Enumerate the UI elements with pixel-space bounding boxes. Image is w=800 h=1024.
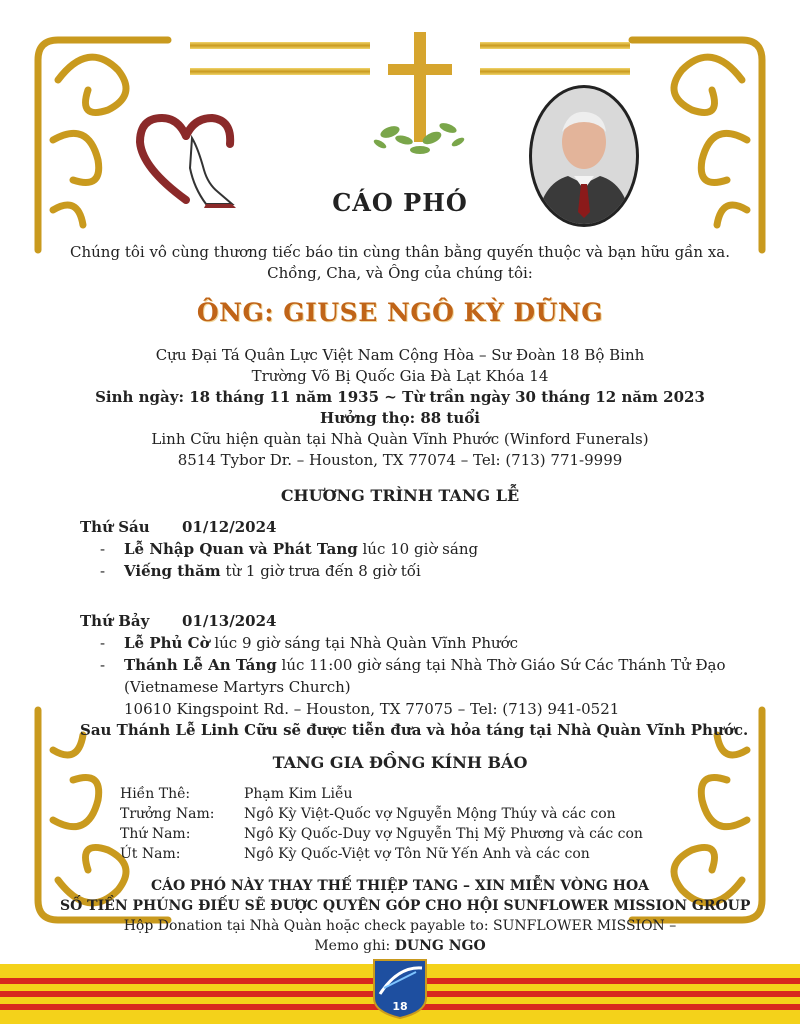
- notice-line-3: Hộp Donation tại Nhà Quàn hoặc check payable to: SUNFLOWER MISSION –: [123, 918, 677, 934]
- family-name: Ngô Kỳ Việt-Quốc vợ Nguyễn Mộng Thúy và các con: [244, 806, 616, 822]
- church-address: 10610 Kingspoint Rd. – Houston, TX 77075 – Tel: (713) 941-0521: [124, 700, 620, 718]
- church-name: (Vietnamese Martyrs Church): [124, 678, 351, 696]
- emblem-number: 18: [392, 1000, 408, 1013]
- schedule-day-friday: Thứ Sáu: [80, 518, 150, 536]
- notice-line-1: CÁO PHÓ NÀY THAY THẾ THIỆP TANG – XIN MIỄN VÒNG HOA: [150, 878, 650, 894]
- schedule-day-saturday: Thứ Bảy: [80, 612, 150, 630]
- deceased-name: ÔNG: GIUSE NGÔ KỲ DŨNG: [196, 298, 604, 327]
- gold-bar-top-right: [480, 42, 630, 49]
- schedule-item: Thánh Lễ An Táng lúc 11:00 giờ sáng tại Nhà Thờ Giáo Sứ Các Thánh Tử Đạo: [124, 656, 726, 674]
- ornament-top-right: [622, 20, 782, 260]
- schedule-date-friday: 01/12/2024: [182, 518, 277, 536]
- bullet-dash: -: [100, 540, 106, 558]
- program-closing: Sau Thánh Lễ Linh Cữu sẽ được tiễn đưa và hỏa táng tại Nhà Quàn Vĩnh Phước.: [80, 721, 749, 739]
- family-role: Trưởng Nam:: [120, 806, 215, 822]
- family-heading: TANG GIA ĐỒNG KÍNH BÁO: [272, 753, 528, 772]
- schedule-item: Lễ Nhập Quan và Phát Tang lúc 10 giờ sáng: [124, 540, 479, 558]
- bio-address: 8514 Tybor Dr. – Houston, TX 77074 – Tel: (713) 771-9999: [177, 451, 623, 469]
- schedule-item: Lễ Phủ Cờ lúc 9 giờ sáng tại Nhà Quàn Vĩnh Phước: [124, 634, 519, 652]
- family-role: Thứ Nam:: [120, 826, 191, 842]
- bio-dates: Sinh ngày: 18 tháng 11 năm 1935 ~ Từ trần ngày 30 tháng 12 năm 2023: [95, 388, 705, 406]
- intro-line-2: Chồng, Cha, và Ông của chúng tôi:: [267, 264, 533, 282]
- gold-bar-top-left-2: [190, 68, 370, 75]
- page-title: CÁO PHÓ: [332, 188, 468, 217]
- gold-bar-top-left: [190, 42, 370, 49]
- family-name: Phạm Kim Liễu: [244, 786, 353, 802]
- family-role: Út Nam:: [120, 846, 181, 862]
- schedule-date-saturday: 01/13/2024: [182, 612, 277, 630]
- bullet-dash: -: [100, 634, 106, 652]
- notice-memo: Memo ghi: DUNG NGO: [314, 938, 486, 954]
- intro-line-1: Chúng tôi vô cùng thương tiếc báo tin cùng thân bằng quyến thuộc và bạn hữu gần xa.: [69, 243, 731, 261]
- schedule-item: Viếng thăm từ 1 giờ trưa đến 8 giờ tối: [124, 562, 421, 580]
- family-name: Ngô Kỳ Quốc-Việt vợ Tôn Nữ Yến Anh và các con: [244, 846, 590, 862]
- notice-line-2: SỐ TIỀN PHÚNG ĐIẾU SẼ ĐƯỢC QUYÊN GÓP CHO HỘI SUNFLOWER MISSION GROUP: [60, 898, 751, 914]
- family-name: Ngô Kỳ Quốc-Duy vợ Nguyễn Thị Mỹ Phương và các con: [244, 826, 643, 842]
- bio-academy: Trường Võ Bị Quốc Gia Đà Lạt Khóa 14: [251, 367, 549, 385]
- program-heading: CHƯƠNG TRÌNH TANG LỄ: [280, 486, 520, 505]
- family-role: Hiền Thê:: [120, 786, 191, 802]
- gold-bar-top-right-2: [480, 68, 630, 75]
- bio-age: Hưởng thọ: 88 tuổi: [320, 409, 480, 427]
- division-emblem-icon: [372, 958, 428, 1020]
- cross-icon: [370, 28, 470, 168]
- bio-funeral-home: Linh Cữu hiện quàn tại Nhà Quàn Vĩnh Phước (Winford Funerals): [151, 430, 649, 448]
- bio-rank: Cựu Đại Tá Quân Lực Việt Nam Cộng Hòa – Sư Đoàn 18 Bộ Binh: [155, 346, 645, 364]
- bullet-dash: -: [100, 656, 106, 674]
- bullet-dash: -: [100, 562, 106, 580]
